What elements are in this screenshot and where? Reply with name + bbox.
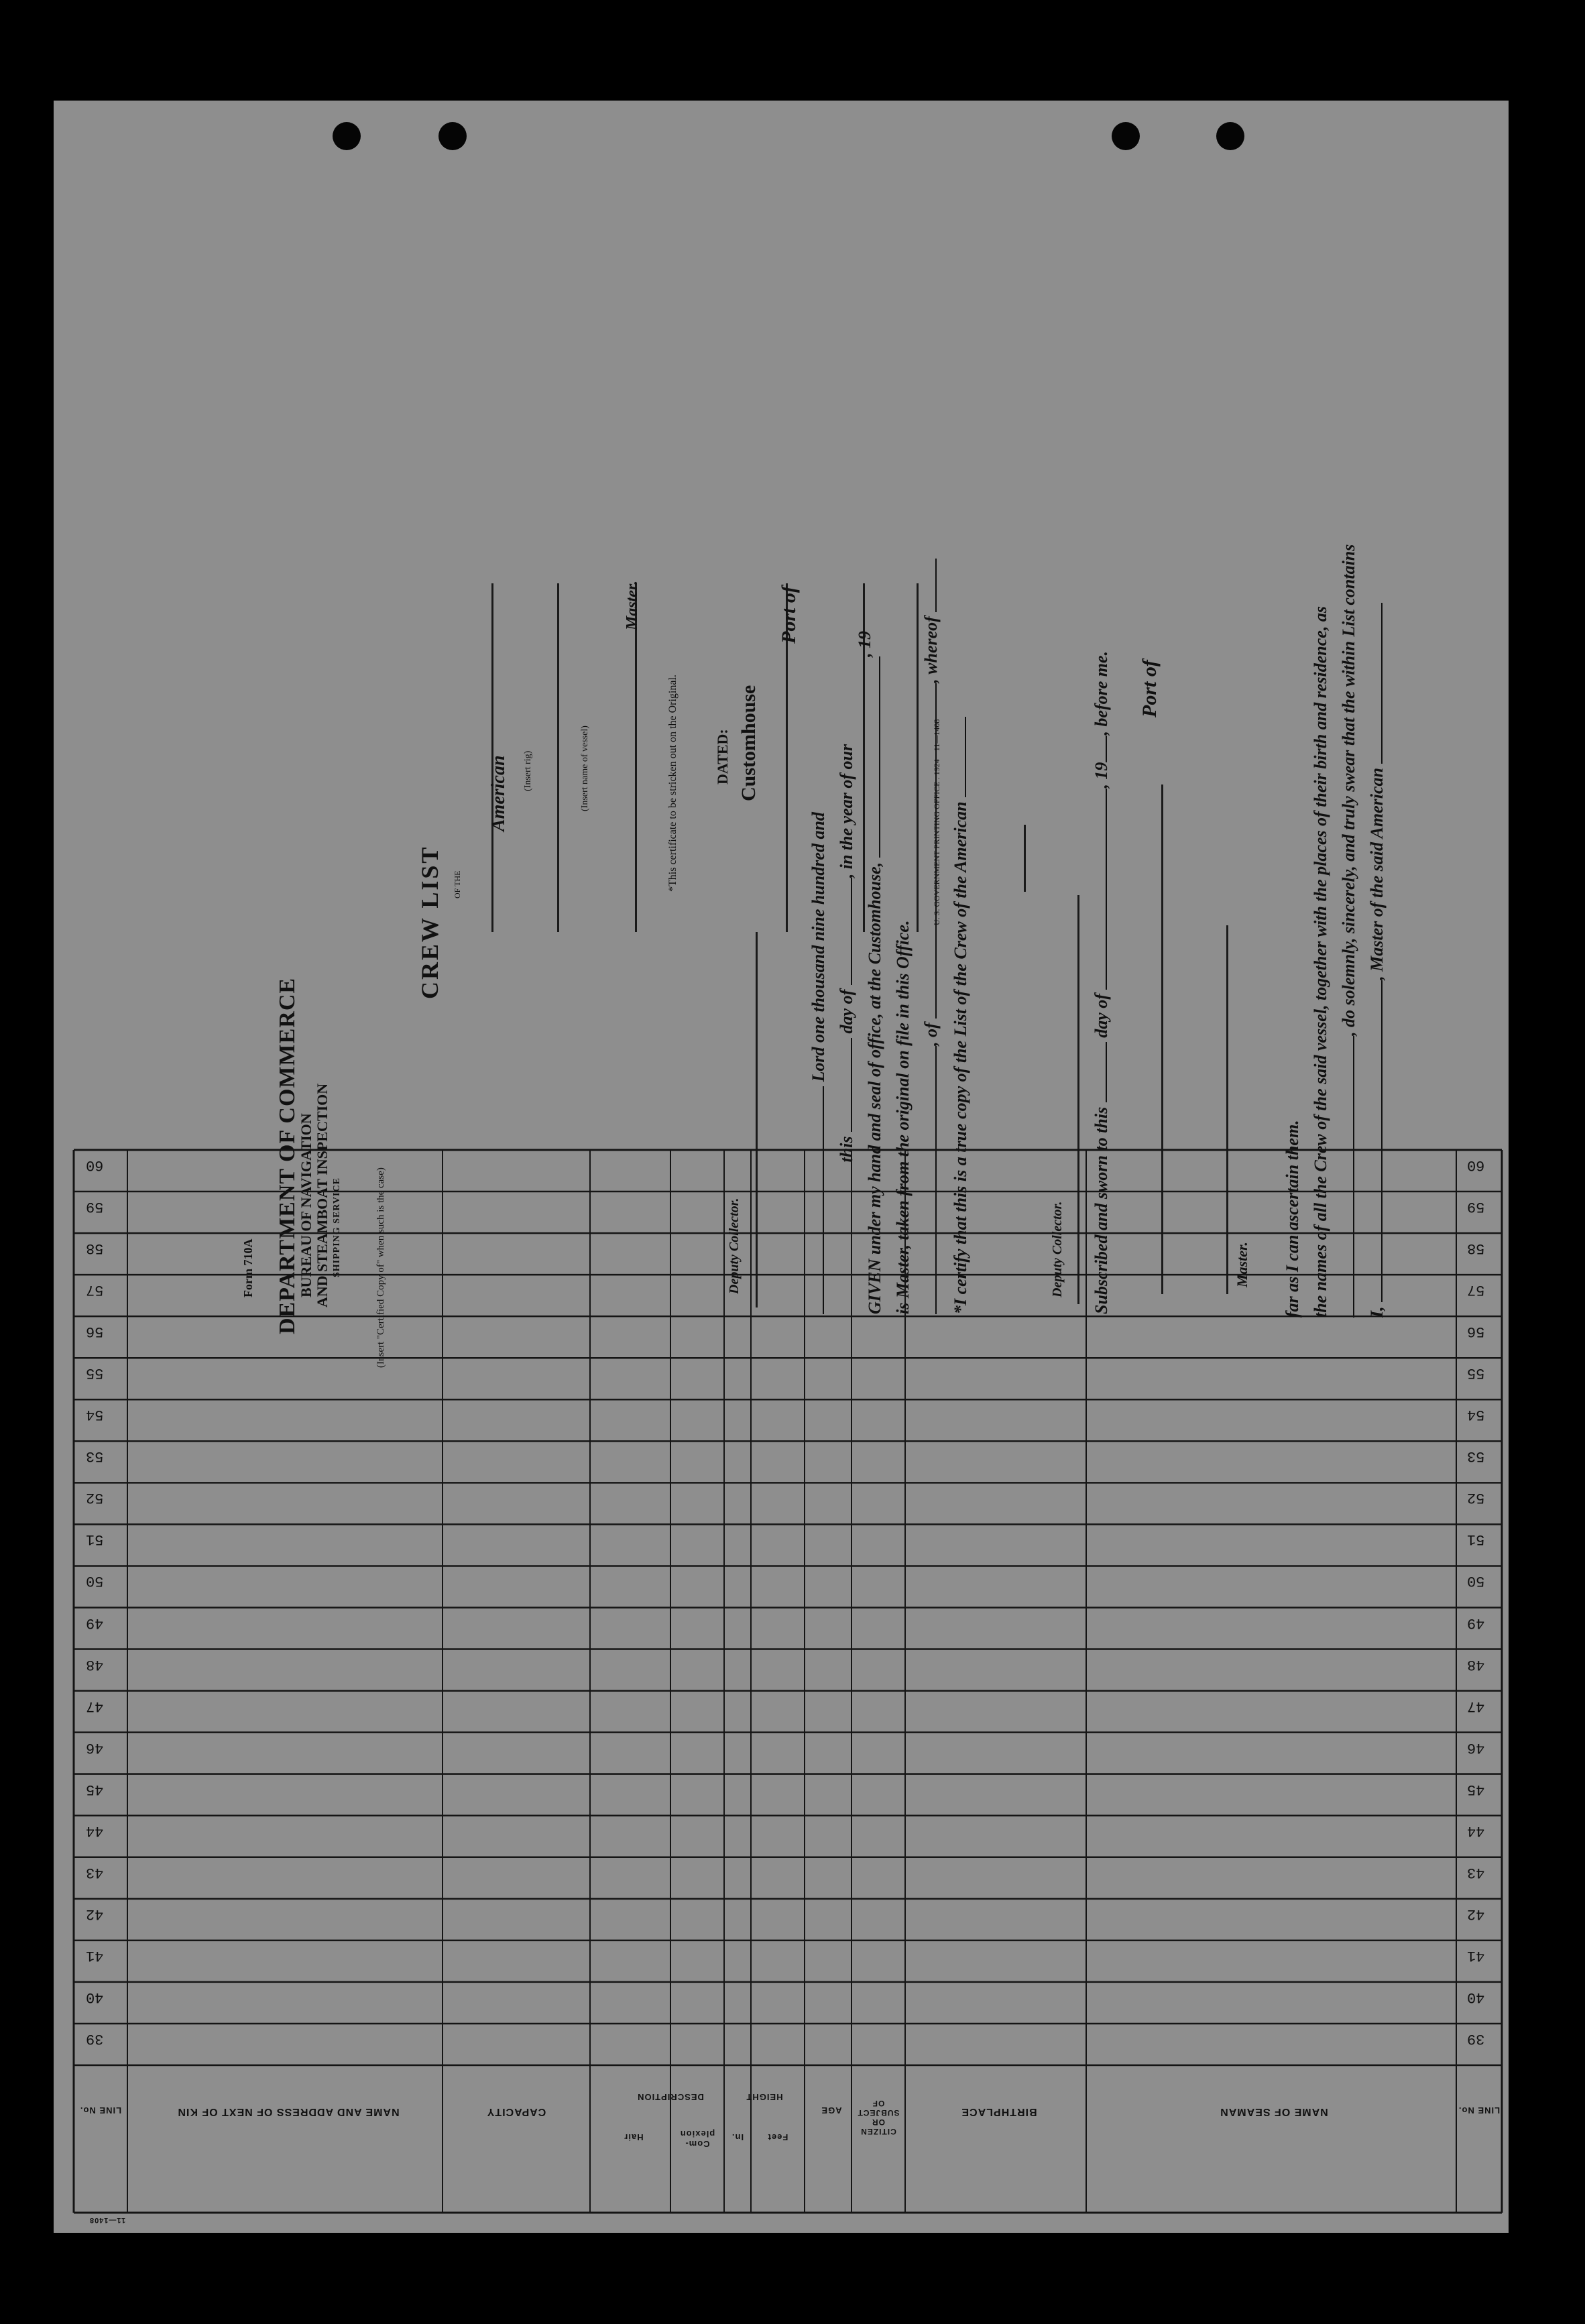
line-number: 44 (86, 1822, 104, 1839)
line-number: 39 (1467, 2030, 1485, 2047)
insert-certified-note: (Insert "Certified Copy of" when such is the case) (375, 1167, 386, 1368)
oath-swear-text: , do solemnly, sincerely, and truly swear that the within List contains (1339, 544, 1358, 1036)
corner-code: 11—1408 (89, 2216, 126, 2224)
line-number: 48 (1467, 1655, 1485, 1673)
line-number: 47 (86, 1697, 104, 1715)
line-number: 45 (1467, 1780, 1485, 1798)
header-line-no-left: LINE No. (79, 2105, 122, 2115)
header-birthplace: BIRTHPLACE (961, 2106, 1037, 2117)
line-number: 56 (86, 1323, 104, 1340)
header-complexion: Com- plexion (679, 2129, 715, 2149)
line-number: 60 (86, 1157, 104, 1173)
line-number: 59 (1467, 1198, 1485, 1216)
header-description: DESCRIPTION (637, 2092, 704, 2102)
line-number: 40 (86, 1988, 104, 2006)
line-number: 57 (86, 1281, 104, 1299)
insert-rig-note: (Insert rig) (523, 750, 533, 791)
header-next-of-kin: NAME AND ADDRESS OF NEXT OF KIN (177, 2106, 400, 2117)
line-number: 51 (1467, 1531, 1485, 1548)
header-line-no: LINE No. (1458, 2105, 1501, 2115)
header-capacity: CAPACITY (486, 2106, 546, 2117)
line-number: 49 (1467, 1614, 1485, 1631)
master-label-cover: Master. (624, 580, 641, 630)
printing-code: 11—1408 (932, 719, 941, 752)
crew-list-title: CREW LIST (416, 845, 443, 999)
line-number: 50 (86, 1572, 104, 1590)
line-number: 58 (1467, 1240, 1485, 1257)
this-text: this (837, 1136, 856, 1163)
lord-text: Lord one thousand nine hundred and (809, 812, 828, 1082)
header-inches: In. (731, 2132, 744, 2142)
form-number: Form 710A (241, 1238, 255, 1297)
line-number: 60 (1467, 1157, 1485, 1173)
line-number: 52 (86, 1489, 104, 1507)
line-number: 43 (1467, 1863, 1485, 1881)
line-number: 55 (86, 1364, 104, 1382)
oath-master-text: , Master of the said American (1367, 768, 1387, 980)
before-me-text: , before me. (1092, 650, 1111, 736)
header-feet: Feet (767, 2132, 788, 2142)
line-number: 53 (86, 1448, 104, 1465)
line-number: 41 (86, 1947, 104, 1964)
whereof-text: , whereof (921, 616, 941, 683)
line-number: 42 (1467, 1905, 1485, 1922)
crew-table-text (54, 101, 1509, 2233)
line-number: 53 (1467, 1448, 1485, 1465)
line-number: 39 (86, 2030, 104, 2047)
line-number: 44 (1467, 1822, 1485, 1839)
line-number: 57 (1467, 1281, 1485, 1299)
year-cover: , 19 (855, 631, 874, 657)
certify-line-3: is Master, taken from the original on file in this Office. (893, 920, 913, 1314)
year-text: , 19 (1092, 762, 1111, 789)
bureau-line-2: AND STEAMBOAT INSPECTION (314, 1083, 331, 1308)
line-number: 54 (86, 1406, 104, 1424)
line-number: 58 (86, 1240, 104, 1257)
shipping-service: SHIPPING SERVICE (332, 1177, 342, 1277)
port-of-label: Port of (1138, 660, 1161, 717)
bureau-line-1: BUREAU OF NAVIGATION (298, 1113, 314, 1297)
header-age: AGE (821, 2105, 842, 2115)
oath-line-3: the names of all the Crew of the said vessel, together with the places of their birth and residence, as (1311, 606, 1330, 1318)
subscribed-text: Subscribed and sworn to this (1092, 1106, 1111, 1314)
dated-label: DATED: (714, 729, 731, 785)
printing-text: U. S. GOVERNMENT PRINTING OFFICE : 1924 (932, 759, 941, 925)
customhouse-label: Customhouse (738, 685, 760, 801)
line-number: 59 (86, 1198, 104, 1216)
oath-i: I, (1367, 1306, 1387, 1318)
port-of-cover: Port of (778, 586, 800, 644)
line-number: 47 (1467, 1697, 1485, 1715)
day-of-text: day of (837, 989, 856, 1034)
of-text: , of (921, 1023, 941, 1046)
certify-text: *I certify that this is a true copy of the List of the Crew of the American (951, 801, 970, 1314)
line-number: 40 (1467, 1988, 1485, 2006)
deputy-collector-label-2: Deputy Collector. (727, 1198, 742, 1294)
master-label: Master. (1234, 1242, 1250, 1287)
header-height: HEIGHT (746, 2092, 783, 2102)
of-the-label: OF THE (453, 870, 462, 898)
year-of-our-text: , in the year of our (837, 744, 856, 878)
line-number: 50 (1467, 1572, 1485, 1590)
line-number: 52 (1467, 1489, 1485, 1507)
line-number: 45 (86, 1780, 104, 1798)
oath-line-4: far as I can ascertain them. (1283, 1120, 1302, 1318)
line-number: 51 (86, 1531, 104, 1548)
header-name-of-seaman: NAME OF SEAMAN (1220, 2106, 1328, 2117)
header-citizen: CITIZEN OR SUBJECT OF (857, 2099, 900, 2136)
insert-vessel-note: (Insert name of vessel) (580, 725, 590, 811)
day-of-text: day of (1092, 994, 1111, 1038)
line-number: 42 (86, 1905, 104, 1922)
deputy-collector-label: Deputy Collector. (1050, 1201, 1065, 1297)
line-number: 46 (86, 1739, 104, 1756)
line-number: 56 (1467, 1323, 1485, 1340)
footnote: *This certificate to be stricken out on the Original. (667, 675, 679, 892)
line-number: 43 (86, 1863, 104, 1881)
line-number: 55 (1467, 1364, 1485, 1382)
line-number: 48 (86, 1655, 104, 1673)
crew-list-page (54, 101, 1509, 2233)
line-number: 41 (1467, 1947, 1485, 1964)
line-number: 49 (86, 1614, 104, 1631)
american-label: American (488, 755, 509, 831)
department-title: DEPARTMENT OF COMMERCE (275, 977, 300, 1334)
header-hair: Hair (624, 2132, 644, 2142)
given-text: GIVEN under my hand and seal of office, at the Customhouse, (865, 862, 884, 1314)
line-number: 46 (1467, 1739, 1485, 1756)
line-number: 54 (1467, 1406, 1485, 1424)
